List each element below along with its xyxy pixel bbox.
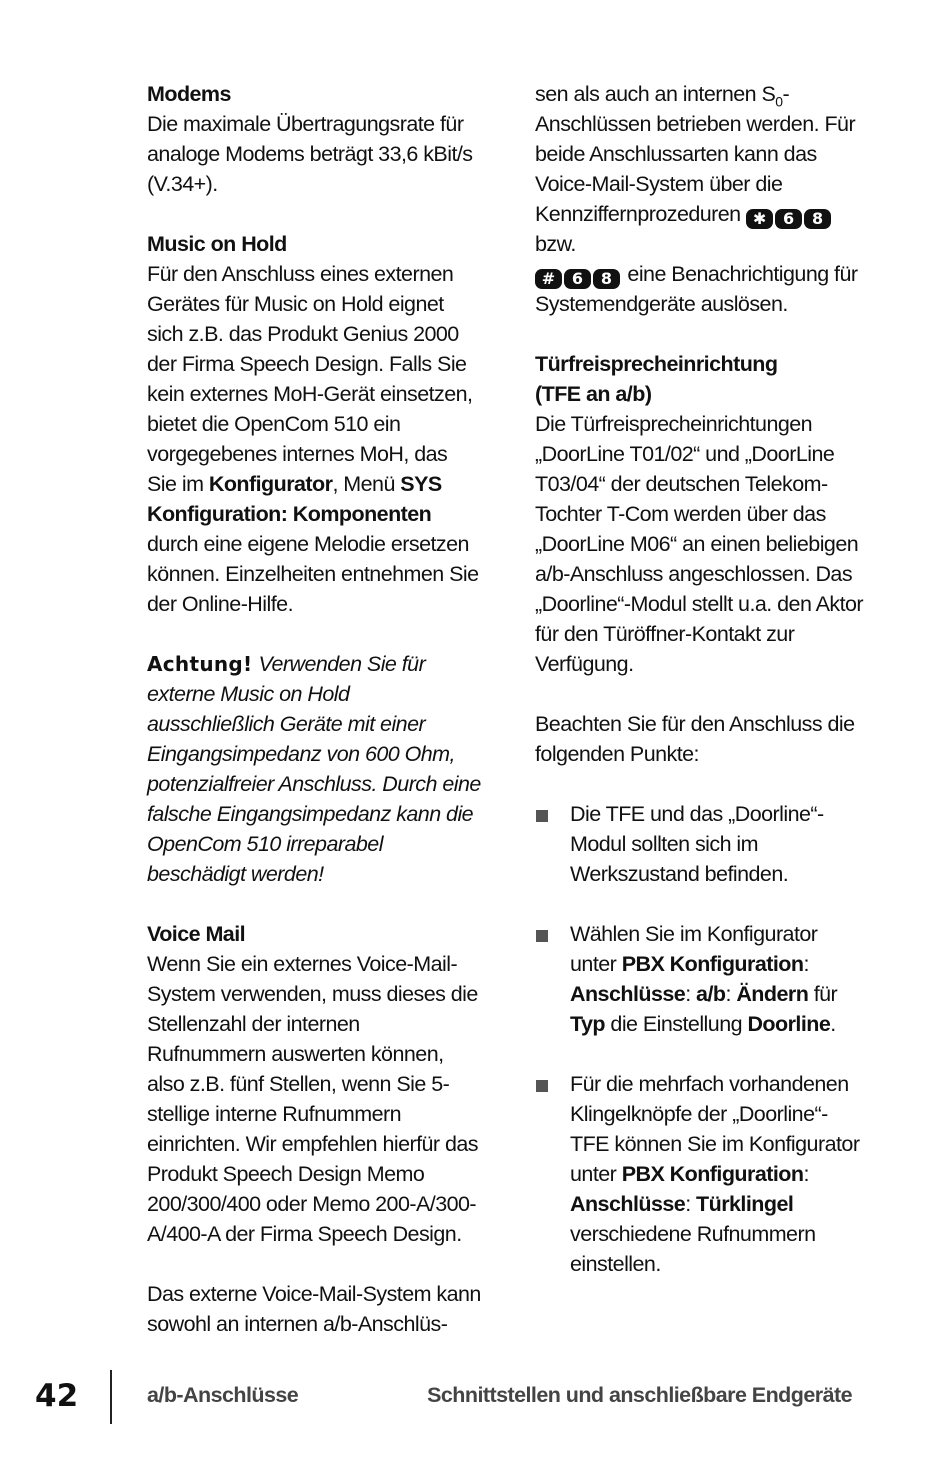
modems-heading: Modems xyxy=(147,82,231,106)
menu-anschluesse: Anschlüsse xyxy=(570,1192,686,1216)
tfe-heading: Türfreisprecheinrichtung xyxy=(535,352,778,376)
warning-label: Achtung! xyxy=(147,652,253,676)
bullet-2-text: Wählen Sie im Konfigurator unter xyxy=(570,922,818,976)
voicemail-text-b-content: Das externe Voice-Mail-System kann sowohl an internen a/b-Anschlüs- xyxy=(147,1282,481,1336)
cont-text-3: bzw. xyxy=(535,232,576,256)
voicemail-text: Wenn Sie ein externes Voice-Mail-System verwenden, muss dieses die Stellenzahl der internen Rufnummern auswerten können, also z.B. fünf Stellen, wenn Sie 5-stellige interne Rufnummern einrichten. Wir empfehlen hierfür das Produkt Speech Design Memo 200/300/400 oder Memo 200-A/300-A/400-A der Firma Speech Design. xyxy=(147,952,478,1246)
separator: : xyxy=(685,982,697,1006)
tfe-note xyxy=(535,709,865,769)
modems-section xyxy=(147,79,482,199)
menu-tuerklingel: Türklingel xyxy=(696,1192,794,1216)
voicemail-continued xyxy=(535,79,865,319)
bullet-3-text: Für die mehrfach vorhandenen Klingelknöpfe der „Doorline“-TFE können Sie im Konfigurator unter xyxy=(570,1072,860,1186)
cont-text-4: eine Benachrichtigung für Systemendgeräte auslösen. xyxy=(535,262,858,316)
right-column xyxy=(535,79,865,1279)
modems-text: Die maximale Übertragungsrate für analoge Modems beträgt 33,6 kBit/s (V.34+). xyxy=(147,112,473,196)
field-typ: Typ xyxy=(570,1012,605,1036)
square-bullet-icon xyxy=(536,1080,548,1092)
six-key-icon: 6 xyxy=(564,269,591,289)
star-key-icon: ✱ xyxy=(746,209,773,229)
bullet-2-text: die Einstellung xyxy=(604,1012,748,1036)
page-number: 42 xyxy=(35,1378,79,1414)
menu-pbx-config: PBX Konfiguration xyxy=(621,952,804,976)
moh-menu-path: SYS Konfiguration: Komponenten xyxy=(147,472,442,526)
bullet-3-text: verschiedene Rufnummern einstellen. xyxy=(570,1222,816,1276)
separator: : xyxy=(803,1162,809,1186)
separator: : xyxy=(725,982,737,1006)
separator: : xyxy=(685,1192,697,1216)
menu-anschluesse: Anschlüsse xyxy=(570,982,686,1006)
voicemail-heading: Voice Mail xyxy=(147,922,246,946)
left-column xyxy=(147,79,482,1339)
separator: : xyxy=(803,952,809,976)
list-item xyxy=(535,1069,865,1279)
moh-text: Für den Anschluss eines externen Gerätes für Music on Hold eignet sich z.B. das Produkt Genius 2000 der Firma Speech Design. Falls Sie kein externes MoH-Gerät einsetzen, bietet die OpenCom 510 ein vorgegebenes internes MoH, das Sie im xyxy=(147,262,473,496)
bullet-2-text: . xyxy=(830,1012,836,1036)
list-item xyxy=(535,799,865,889)
moh-heading: Music on Hold xyxy=(147,232,287,256)
list-item xyxy=(535,919,865,1039)
footer-chapter-title: Schnittstellen und anschließbare Endgeräte xyxy=(427,1383,852,1407)
cont-text-2: -Anschlüssen betrieben werden. Für beide Anschlussarten kann das Voice-Mail-System über die Kennziffernprozeduren xyxy=(535,82,856,226)
moh-text-end: durch eine eigene Melodie ersetzen können. Einzelheiten entnehmen Sie der Online-Hilfe. xyxy=(147,532,479,616)
s0-subscript: 0 xyxy=(775,93,783,110)
warning-text: Verwenden Sie für externe Music on Hold ausschließlich Geräte mit einer Eingangsimpedanz von 600 Ohm, potenzialfreier Anschluss. Durch eine falsche Eingangsimpedanz kann die OpenCom 510 irreparabel beschädigt werden! xyxy=(147,652,481,886)
menu-pbx-config: PBX Konfiguration xyxy=(621,1162,804,1186)
moh-section xyxy=(147,229,482,619)
bullet-1-text: Die TFE und das „Doorline“-Modul sollten sich im Werkszustand befinden. xyxy=(570,802,824,886)
six-key-icon: 6 xyxy=(775,209,802,229)
tfe-subheading: (TFE an a/b) xyxy=(535,382,652,406)
warning-section xyxy=(147,649,482,889)
footer-section-title: a/b-Anschlüsse xyxy=(147,1383,299,1407)
eight-key-icon: 8 xyxy=(804,209,831,229)
voicemail-section xyxy=(147,919,482,1249)
cont-text-1: sen als auch an internen S xyxy=(535,82,776,106)
voicemail-text-b xyxy=(147,1279,482,1339)
moh-configurator: Konfigurator xyxy=(208,472,333,496)
value-doorline: Doorline xyxy=(747,1012,831,1036)
eight-key-icon: 8 xyxy=(593,269,620,289)
tfe-text: Die Türfreisprecheinrichtungen „DoorLine T01/02“ und „DoorLine T03/04“ der deutschen Telekom-Tochter T-Com werden über das „DoorLine M06“ an einen beliebigen a/b-Anschluss angeschlossen. Das „Doorline“-Modul stellt u.a. den Aktor für den Türöffner-Kontakt zur Verfügung. xyxy=(535,412,864,676)
tfe-section xyxy=(535,349,865,679)
hash-key-icon: # xyxy=(535,269,562,289)
menu-aendern: Ändern xyxy=(736,982,809,1006)
bullet-2-text: für xyxy=(808,982,838,1006)
tfe-note-text: Beachten Sie für den Anschluss die folgenden Punkte: xyxy=(535,712,855,766)
moh-text-menu: , Menü xyxy=(332,472,401,496)
square-bullet-icon xyxy=(536,810,548,822)
footer-divider xyxy=(110,1370,112,1424)
square-bullet-icon xyxy=(536,930,548,942)
menu-ab: a/b xyxy=(696,982,726,1006)
